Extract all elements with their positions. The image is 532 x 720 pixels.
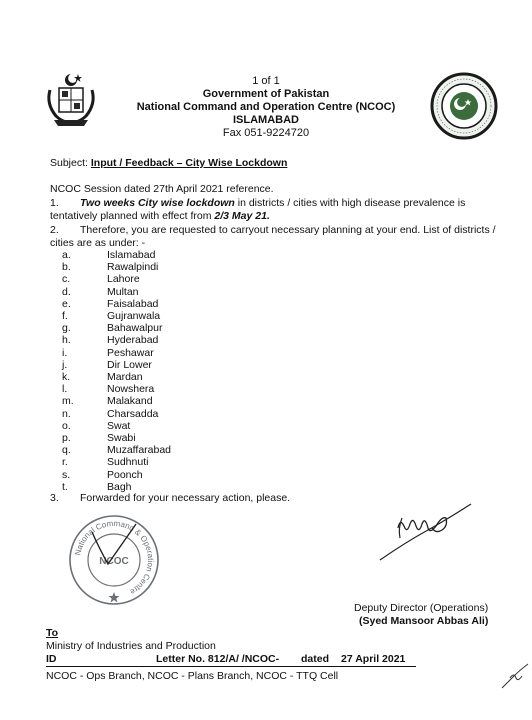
centre-title: National Command and Operation Centre (NCOC): [136, 101, 396, 113]
para1-text-a: in districts / cities with high disease prevalence is: [234, 197, 466, 209]
para1-line2: [50, 210, 270, 223]
handwritten-signature: [376, 500, 486, 570]
letter-date: 27 April 2021: [341, 653, 406, 665]
city-item-letter: e.: [62, 297, 71, 310]
stamp-pen-mark: [86, 520, 146, 580]
city-item-letter: j.: [62, 358, 68, 371]
city-item-name: Nowshera: [107, 383, 155, 396]
stamp-ring-text: National Command & Operation Centre: [73, 518, 156, 597]
para1-emphasis: Two weeks City wise lockdown: [80, 197, 235, 209]
city-item-name: Sudhnuti: [107, 456, 149, 469]
city-item-name: Bahawalpur: [107, 322, 163, 335]
copy-to-line: NCOC - Ops Branch, NCOC - Plans Branch, NCOC - TTQ Cell: [46, 670, 339, 682]
city-item-letter: c.: [62, 273, 71, 286]
city-item-name: Charsadda: [107, 407, 159, 420]
city-item-letter: o.: [62, 419, 71, 432]
city-item-letter: a.: [62, 249, 71, 261]
city-item-letter: p.: [62, 432, 71, 444]
city-title: ISLAMABAD: [233, 114, 299, 126]
city-item-letter: d.: [62, 285, 71, 298]
city-item-name: Gujranwala: [107, 310, 161, 322]
initials-mark: [500, 662, 530, 692]
subject-label: Subject:: [50, 157, 91, 169]
city-item-name: Dir Lower: [107, 358, 152, 371]
para1-number: 1.: [50, 197, 59, 209]
city-item-letter: k.: [62, 371, 71, 383]
page-count: 1 of 1: [252, 75, 280, 87]
fax-number: Fax 051-9224720: [222, 127, 310, 139]
city-item-name: Faisalabad: [107, 297, 159, 310]
para1-line1: [80, 197, 465, 210]
city-item-name: Hyderabad: [107, 334, 159, 347]
city-item-letter: n.: [62, 407, 71, 420]
city-item-name: Lahore: [107, 273, 140, 286]
city-item-name: Islamabad: [107, 249, 156, 261]
city-item-letter: h.: [62, 334, 71, 347]
to-recipient: Ministry of Industries and Production: [46, 640, 216, 652]
city-item-letter: q.: [62, 444, 71, 457]
city-item-name: Swat: [107, 419, 131, 432]
city-item-letter: t.: [62, 480, 68, 493]
city-item-name: Bagh: [107, 480, 132, 493]
city-item-letter: b.: [62, 261, 71, 274]
para1-date: 2/3 May 21.: [214, 210, 270, 222]
city-item-name: Multan: [107, 285, 139, 298]
para1-text-b: tentatively planned with effect from: [50, 210, 215, 222]
signatory-name: (Syed Mansoor Abbas Ali): [359, 615, 489, 627]
para3-number: 3.: [50, 492, 59, 504]
city-item-letter: s.: [62, 468, 71, 481]
city-item-letter: l.: [62, 383, 68, 396]
government-title: Government of Pakistan: [202, 88, 330, 100]
city-item-name: Malakand: [107, 395, 153, 408]
to-label: To: [46, 627, 59, 639]
subject-line: [50, 157, 287, 170]
stamp-center-text: NCOC: [99, 556, 129, 567]
city-item-letter: f.: [62, 310, 68, 322]
city-item-name: Peshawar: [107, 346, 154, 359]
city-item-letter: g.: [62, 322, 71, 335]
signatory-designation: Deputy Director (Operations): [354, 602, 489, 614]
city-item-name: Swabi: [107, 432, 136, 444]
ncoc-seal-icon: [430, 72, 498, 140]
letter-dated-label: dated: [301, 653, 330, 665]
para2-text-a: Therefore, you are requested to carryout necessary planning at your end. List of districts /: [80, 224, 496, 236]
city-item-letter: i.: [62, 346, 68, 359]
city-item-letter: r.: [62, 456, 68, 469]
city-item-name: Rawalpindi: [107, 261, 159, 274]
para3-text: Forwarded for your necessary action, please.: [80, 492, 291, 504]
city-item-name: Muzaffarabad: [107, 444, 172, 457]
para2-number: 2.: [50, 224, 59, 236]
para2-text-b: cities are as under: -: [50, 237, 146, 249]
letter-line: [46, 653, 416, 667]
letter-id: ID: [46, 653, 57, 665]
reference-line: NCOC Session dated 27th April 2021 reference.: [50, 183, 274, 195]
letter-number: Letter No. 812/A/ /NCOC-: [156, 653, 280, 665]
subject-title: Input / Feedback – City Wise Lockdown: [90, 157, 288, 169]
city-item-letter: m.: [62, 395, 74, 408]
city-item-name: Poonch: [107, 468, 143, 481]
city-item-name: Mardan: [107, 371, 143, 383]
